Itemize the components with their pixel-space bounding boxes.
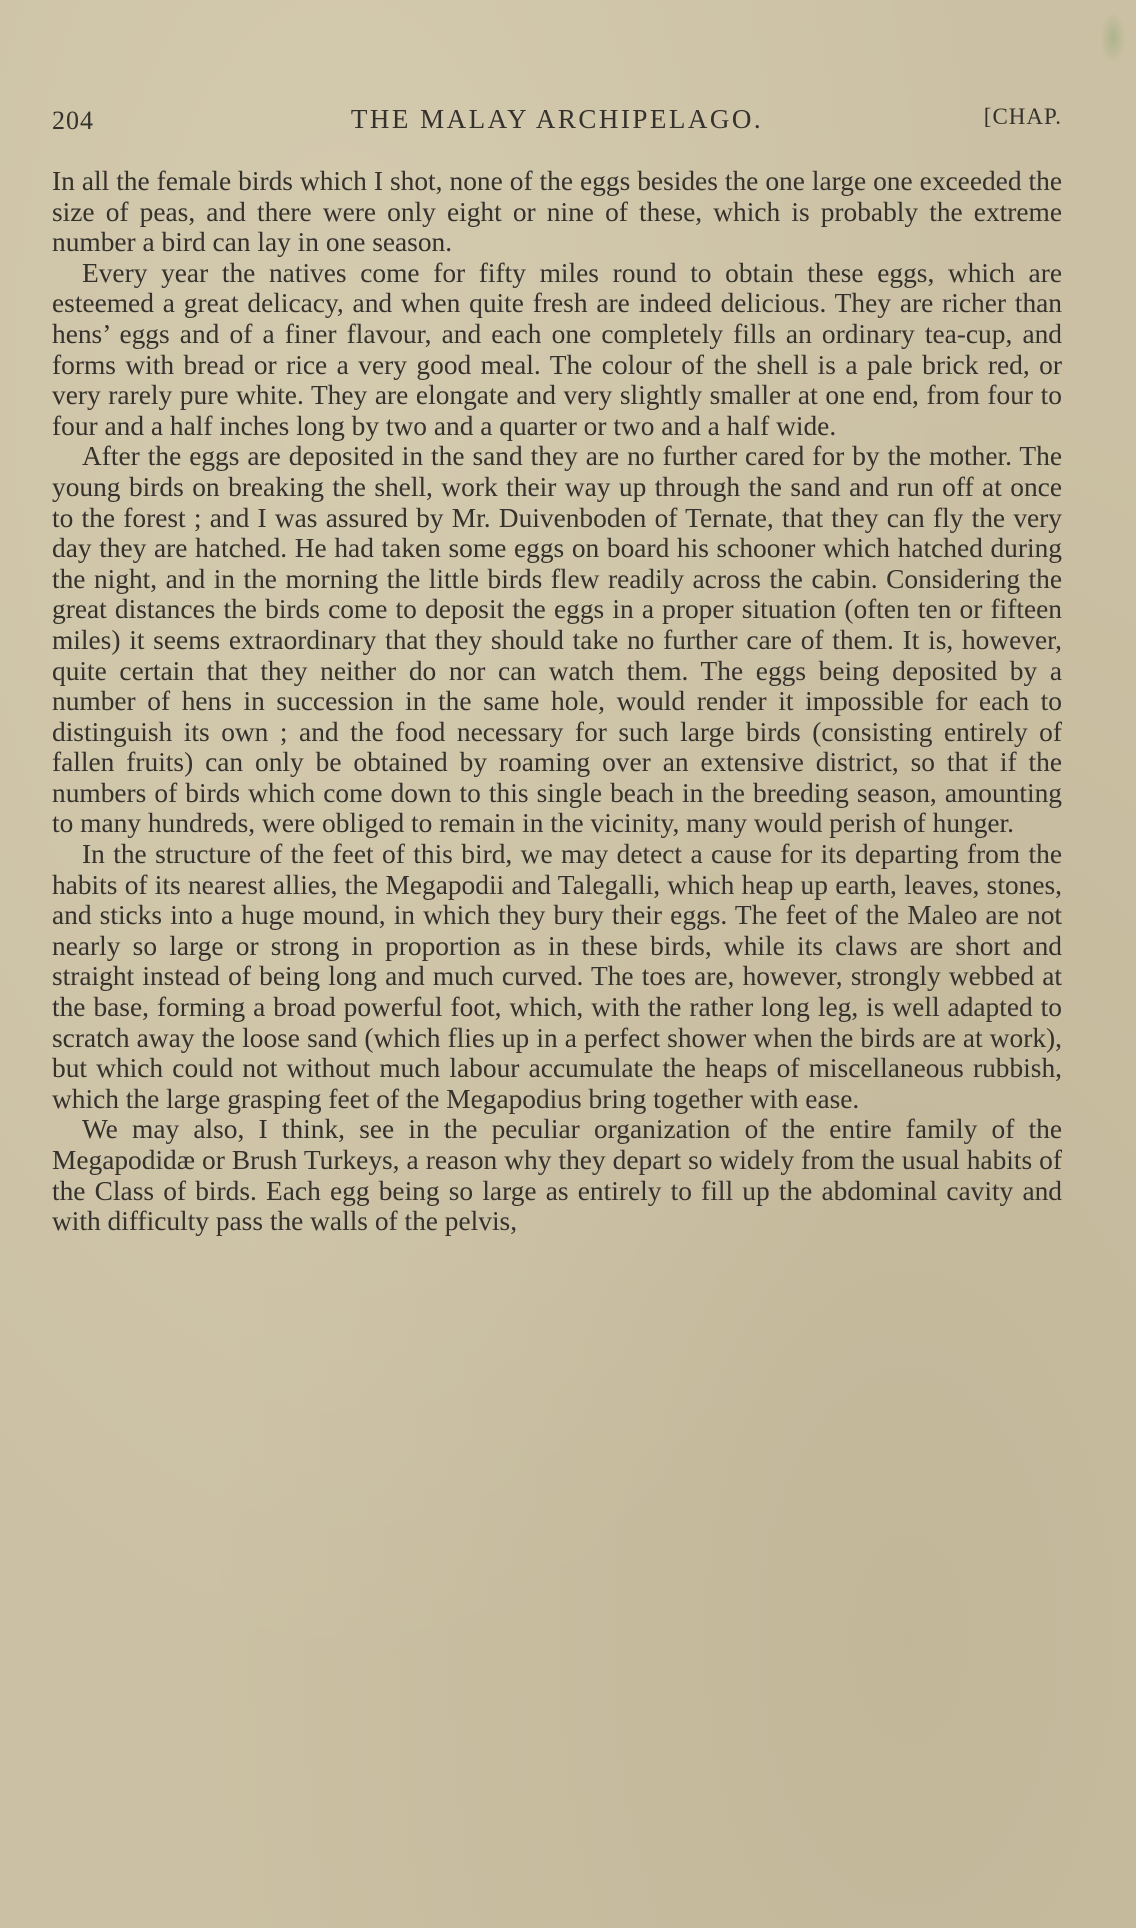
- paragraph: In the structure of the feet of this bird, we may detect a cause for its departing from the habits of its nearest allies, the Megapodii and Talegalli, which heap up earth, leaves, stones, and sticks into a huge mound, in which they bury their eggs. The feet of the Maleo are not nearly so large or strong in proportion as in these birds, while its claws are short and straight instead of being long and much curved. The toes are, however, strongly webbed at the base, forming a broad powerful foot, which, with the rather long leg, is well adapted to scratch away the loose sand (which flies up in a perfect shower when the birds are at work), but which could not without much labour accumulate the heaps of miscellaneous rubbish, which the large grasping feet of the Megapodius bring together with ease.: [52, 839, 1062, 1114]
- running-header: [52, 100, 1062, 140]
- paragraph: Every year the natives come for fifty miles round to obtain these eggs, which are esteemed a great delicacy, and when quite fresh are indeed delicious. They are richer than hens’ eggs and of a finer flavour, and each one completely fills an ordinary tea-cup, and forms with bread or rice a very good meal. The colour of the shell is a pale brick red, or very rarely pure white. They are elongate and very slightly smaller at one end, from four to four and a half inches long by two and a quarter or two and a half wide.: [52, 257, 1062, 441]
- page-number: 204: [52, 106, 94, 135]
- chapter-marker: [CHAP.: [983, 104, 1062, 129]
- running-title: THE MALAY ARCHIPELAGO.: [350, 104, 764, 134]
- paragraph: We may also, I think, see in the peculiar organization of the entire family of the Megapodidæ or Brush Turkeys, a reason why they depart so widely from the usual habits of the Class of birds. Each egg being so large as entirely to fill up the abdominal cavity and with difficulty pass the walls of the pelvis,: [52, 1114, 1062, 1237]
- paragraph: In all the female birds which I shot, none of the eggs besides the one large one exceeded the size of peas, and there were only eight or nine of these, which is probably the extreme number a bird can lay in one season.: [52, 166, 1062, 258]
- page-stain: [1100, 12, 1126, 64]
- body-text: [52, 166, 1062, 1237]
- paragraph: After the eggs are deposited in the sand they are no further cared for by the mother. The young birds on breaking the shell, work their way up through the sand and run off at once to the forest ; and I was assured by Mr. Duivenboden of Ternate, that they can fly the very day they are hatched. He had taken some eggs on board his schooner which hatched during the night, and in the morning the little birds flew readily across the cabin. Considering the great distances the birds come to deposit the eggs in a proper situation (often ten or fifteen miles) it seems extraordinary that they should take no further care of them. It is, however, quite certain that they neither do nor can watch them. The eggs being deposited by a number of hens in succession in the same hole, would render it impossible for each to distinguish its own ; and the food necessary for such large birds (consisting entirely of fallen fruits) can only be obtained by roaming over an extensive district, so that if the numbers of birds which come down to this single beach in the breeding season, amounting to many hundreds, were obliged to remain in the vicinity, many would perish of hunger.: [52, 441, 1062, 839]
